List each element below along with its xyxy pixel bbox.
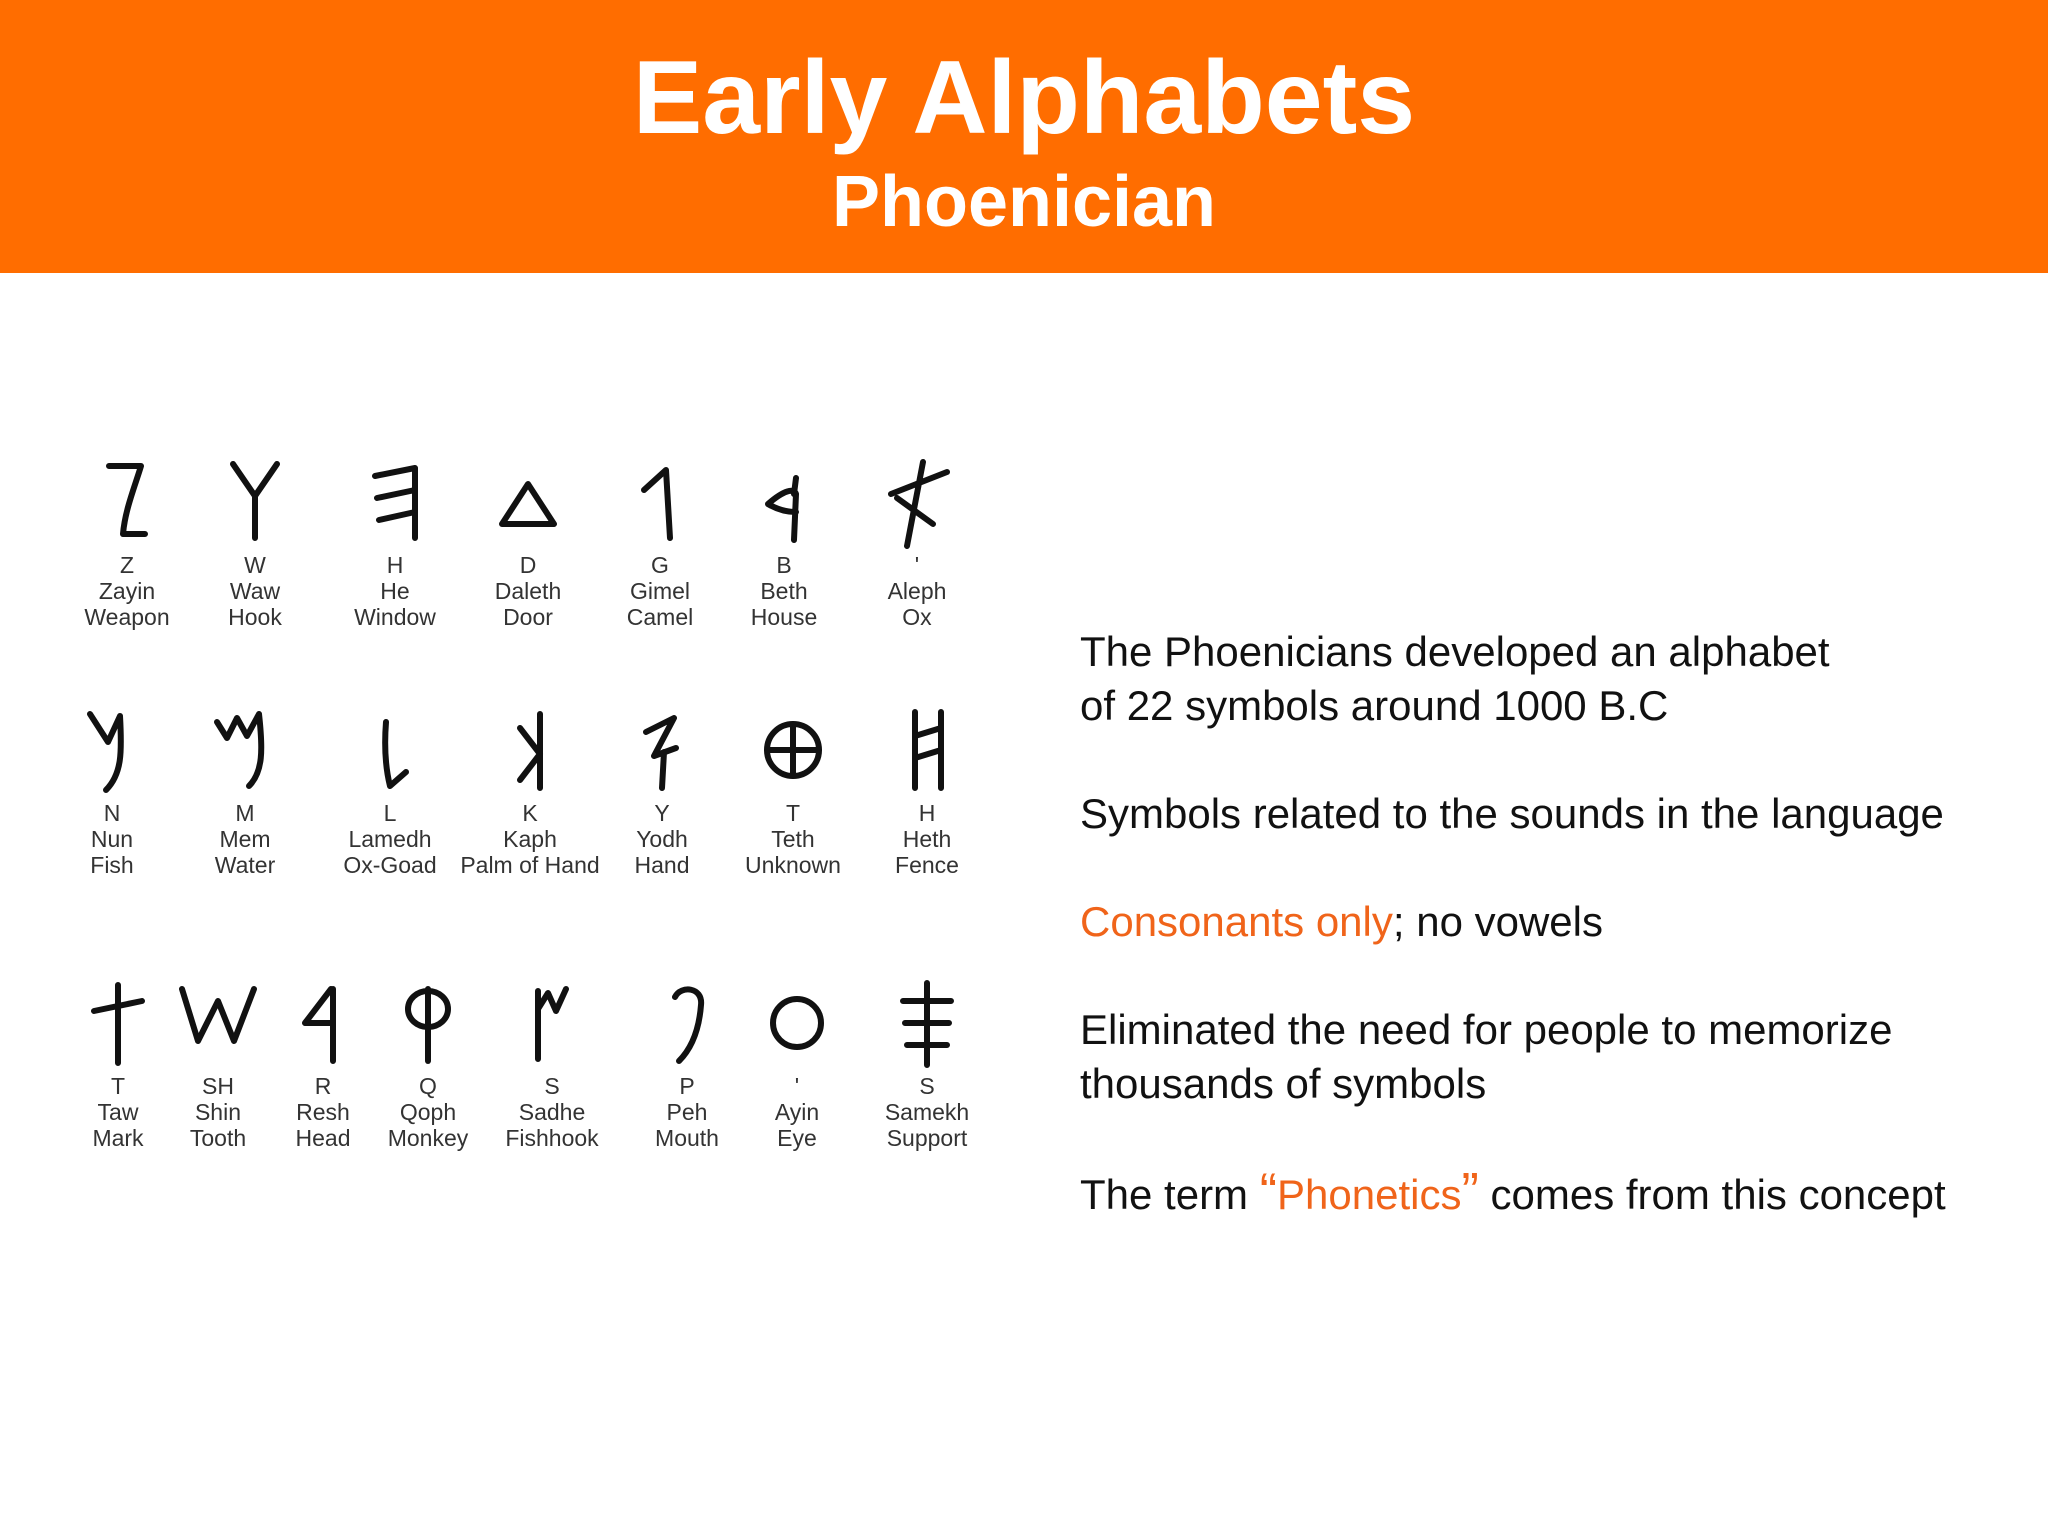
peh-glyph-icon xyxy=(657,975,717,1065)
letter-meaning: Hook xyxy=(228,604,282,630)
letter-meaning: Mark xyxy=(92,1125,144,1151)
letter-meaning: Window xyxy=(354,604,436,630)
letter-name: Ayin xyxy=(774,1099,820,1125)
letter-meaning: Ox-Goad xyxy=(343,852,437,878)
paragraph-memorize xyxy=(1080,1003,2040,1111)
resh-glyph-icon xyxy=(293,975,353,1065)
letter-name: Nun xyxy=(90,826,134,852)
paragraph-alphabet-line-2: of 22 symbols around 1000 B.C xyxy=(1080,682,1669,729)
letter-meaning: Eye xyxy=(777,1125,817,1151)
letter-latin: Z xyxy=(119,552,135,578)
letter-latin: S xyxy=(919,1073,935,1099)
gimel-glyph-icon xyxy=(630,454,690,544)
letter-name: Yodh xyxy=(636,826,688,852)
letter-heth xyxy=(847,702,1007,878)
letter-lamedh xyxy=(310,702,470,878)
letter-name: Taw xyxy=(97,1099,139,1125)
letter-samekh xyxy=(847,975,1007,1151)
slide-title: Early Alphabets xyxy=(632,40,1416,156)
mem-glyph-icon xyxy=(215,702,275,792)
paragraph-consonants xyxy=(1080,895,2040,949)
letter-name: Kaph xyxy=(503,826,557,852)
letter-name: He xyxy=(380,578,410,604)
letter-latin: D xyxy=(519,552,537,578)
open-quote: “ xyxy=(1259,1163,1278,1221)
lamedh-glyph-icon xyxy=(360,702,420,792)
letter-name: Waw xyxy=(229,578,281,604)
letter-meaning: Unknown xyxy=(745,852,841,878)
letter-name: Sadhe xyxy=(518,1099,586,1125)
letter-aleph xyxy=(837,454,997,630)
letter-waw xyxy=(175,454,335,630)
daleth-glyph-icon xyxy=(498,454,558,544)
letter-meaning: Door xyxy=(503,604,553,630)
letter-name: Peh xyxy=(666,1099,708,1125)
letter-name: Gimel xyxy=(629,578,691,604)
letter-latin: Q xyxy=(419,1073,437,1099)
letter-latin: T xyxy=(785,800,801,826)
letter-meaning: Tooth xyxy=(189,1125,247,1151)
letter-meaning: Head xyxy=(295,1125,351,1151)
letter-meaning: Mouth xyxy=(655,1125,719,1151)
letter-latin: N xyxy=(103,800,121,826)
letter-meaning: Palm of Hand xyxy=(460,852,600,878)
letter-meaning: Water xyxy=(214,852,276,878)
close-quote: ” xyxy=(1461,1163,1479,1221)
text-panel xyxy=(1080,625,2040,1276)
letter-latin: P xyxy=(679,1073,695,1099)
letter-name: Samekh xyxy=(884,1099,970,1125)
he-glyph-icon xyxy=(365,454,425,544)
letter-name: Daleth xyxy=(494,578,562,604)
letter-meaning: Fence xyxy=(895,852,959,878)
letter-latin: H xyxy=(918,800,936,826)
letter-name: Beth xyxy=(760,578,808,604)
consonants-highlight: Consonants only xyxy=(1080,898,1393,945)
sadhe-glyph-icon xyxy=(522,975,582,1065)
letter-latin: W xyxy=(244,552,266,578)
kaph-glyph-icon xyxy=(500,702,560,792)
letter-latin: ' xyxy=(914,552,920,578)
yodh-glyph-icon xyxy=(632,702,692,792)
letter-latin: L xyxy=(383,800,397,826)
letter-name: Lamedh xyxy=(348,826,432,852)
letter-name: Mem xyxy=(219,826,271,852)
letter-meaning: Fishhook xyxy=(505,1125,599,1151)
phonetics-before: The term xyxy=(1080,1171,1260,1218)
letter-meaning: Weapon xyxy=(84,604,170,630)
paragraph-memorize-line-1: Eliminated the need for people to memorize xyxy=(1080,1006,1893,1053)
letter-meaning: Fish xyxy=(90,852,134,878)
paragraph-memorize-line-2: thousands of symbols xyxy=(1080,1060,1487,1107)
paragraph-sounds xyxy=(1080,787,2040,841)
letter-latin: SH xyxy=(202,1073,234,1099)
letter-meaning: Hand xyxy=(634,852,690,878)
letter-latin: ' xyxy=(794,1073,800,1099)
letter-name: Shin xyxy=(194,1099,242,1125)
paragraph-alphabet-line-1: The Phoenicians developed an alphabet xyxy=(1080,628,1830,675)
letter-latin: M xyxy=(235,800,255,826)
letter-meaning: Support xyxy=(886,1125,968,1151)
letter-latin: T xyxy=(110,1073,126,1099)
nun-glyph-icon xyxy=(82,702,142,792)
aleph-glyph-icon xyxy=(887,454,947,544)
zayin-glyph-icon xyxy=(97,454,157,544)
ayin-glyph-icon xyxy=(767,975,827,1065)
letter-meaning: Ox xyxy=(902,604,932,630)
letter-meaning: Monkey xyxy=(387,1125,469,1151)
waw-glyph-icon xyxy=(225,454,285,544)
heth-glyph-icon xyxy=(897,702,957,792)
teth-glyph-icon xyxy=(763,702,823,792)
title-banner xyxy=(0,0,2048,273)
letter-name: Resh xyxy=(296,1099,350,1125)
phonetics-highlight: Phonetics xyxy=(1277,1171,1462,1218)
letter-name: Heth xyxy=(902,826,952,852)
letter-latin: Y xyxy=(654,800,670,826)
paragraph-phonetics xyxy=(1080,1165,2040,1222)
qoph-glyph-icon xyxy=(398,975,458,1065)
letter-latin: H xyxy=(386,552,404,578)
letter-mem xyxy=(165,702,325,878)
beth-glyph-icon xyxy=(754,454,814,544)
paragraph-sounds-text: Symbols related to the sounds in the language xyxy=(1080,790,1944,837)
letter-meaning: House xyxy=(750,604,818,630)
slide-subtitle: Phoenician xyxy=(831,162,1217,242)
letter-latin: R xyxy=(314,1073,332,1099)
letter-name: Zayin xyxy=(98,578,156,604)
letter-latin: S xyxy=(544,1073,560,1099)
consonants-rest: ; no vowels xyxy=(1392,898,1603,945)
phonetics-after: comes from this concept xyxy=(1478,1171,1946,1218)
letter-name: Qoph xyxy=(399,1099,457,1125)
letter-latin: B xyxy=(776,552,792,578)
letter-latin: G xyxy=(651,552,669,578)
letter-name: Aleph xyxy=(887,578,947,604)
paragraph-alphabet xyxy=(1080,625,2040,733)
letter-latin: K xyxy=(522,800,538,826)
letter-meaning: Camel xyxy=(626,604,694,630)
shin-glyph-icon xyxy=(188,975,248,1065)
letter-name: Teth xyxy=(771,826,815,852)
samekh-glyph-icon xyxy=(897,975,957,1065)
